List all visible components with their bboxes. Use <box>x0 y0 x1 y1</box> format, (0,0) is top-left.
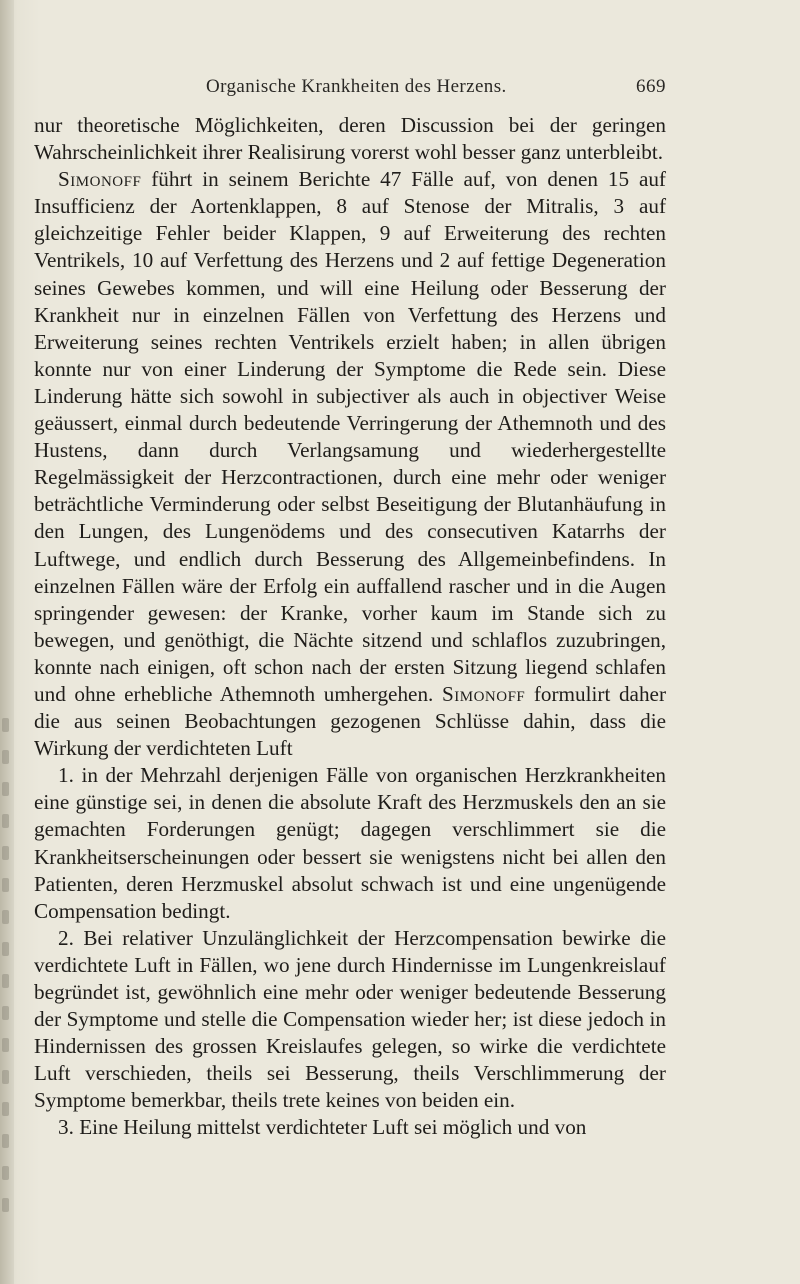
list-item-1: 1. in der Mehrzahl derjenigen Fälle von organischen Herzkrankheiten eine günstige sei, in denen die absolute Kraft des Herzmuskels den an sie gemachten Forderungen genügt; dagegen verschlimmert sie die Krankheitserscheinungen oder bessert sie wenigstens nicht bei allen den Patienten, deren Herzmuskel absolut schwach ist und eine ungenügende Compensation bedingt. <box>34 763 666 923</box>
gutter-mark <box>2 1134 9 1148</box>
gutter-mark <box>2 1198 9 1212</box>
gutter-mark <box>2 878 9 892</box>
gutter-mark <box>2 942 9 956</box>
gutter-mark <box>2 782 9 796</box>
gutter-mark <box>2 910 9 924</box>
author-name: Simonoff <box>58 167 142 192</box>
gutter-mark <box>2 1070 9 1084</box>
list-item-3: 3. Eine Heilung mittelst verdichteter Luft sei möglich und von <box>58 1115 587 1140</box>
gutter-mark <box>2 1102 9 1116</box>
gutter-mark <box>2 1166 9 1180</box>
gutter-mark <box>2 814 9 828</box>
author-name: Simonoff <box>441 681 526 706</box>
paragraph-simonoff-report <box>34 166 666 762</box>
gutter-mark <box>2 1038 9 1052</box>
body-text <box>34 112 666 1142</box>
gutter-marks <box>0 700 14 1260</box>
page-number: 669 <box>636 76 666 97</box>
gutter-mark <box>2 1006 9 1020</box>
running-title: Organische Krankheiten des Herzens. <box>206 76 507 97</box>
gutter-mark <box>2 718 9 732</box>
gutter-mark <box>2 974 9 988</box>
gutter-mark <box>2 750 9 764</box>
paragraph-text: führt in seinem Berichte 47 Fälle auf, von denen 15 auf Insufficienz der Aortenklappen, 8 auf Stenose der Mitralis, 3 auf gleichzeitige Fehler beider Klappen, 9 auf Erweiterung des rechten Ventrikels, 10 auf Verfettung des Herzens und 2 auf fettige Degeneration seines Gewebes kommen, und will eine Heilung oder Besserung der Krankheit nur in einzelnen Fällen von Verfettung des Herzens und Erweiterung seines rechten Ventrikels erzielt haben; in allen übrigen konnte nur von einer Linderung der Symptome die Rede sein. Diese Linderung hätte sich sowohl in subjectiver als auch in objectiver Weise geäussert, einmal durch bedeutende Verringerung der Athemnoth und des Hustens, dann durch Verlangsamung und wiederhergestellte Regelmässigkeit der Herzcontractionen, durch eine mehr oder weniger beträchtliche Verminderung oder selbst Beseitigung der Blutanhäufung in den Lungen, des Lungenödems und des consecutiven Katarrhs der Luftwege, und endlich durch Besserung des Allgemeinbefindens. In einzelnen Fällen wäre der Erfolg ein auffallend rascher und in die Augen springender gewesen: der Kranke, vorher kaum im Stande sich zu bewegen, und genöthigt, die Nächte sitzend und schlaflos zuzubringen, konnte nach einigen, oft schon nach der ersten Sitzung liegend schlafen und ohne erhebliche Athemnoth umhergehen. <box>34 167 666 706</box>
paragraph-continuation: nur theoretische Möglichkeiten, deren Discussion bei der geringen Wahrscheinlichkeit ihrer Realisirung vorerst wohl besser ganz unterbleibt. <box>34 113 666 165</box>
paragraph-text: formulirt daher die aus seinen Beobachtungen gezogenen Schlüsse dahin, dass die Wirkung der verdichteten Luft <box>34 681 666 761</box>
list-item-2: 2. Bei relativer Unzulänglichkeit der Herzcompensation bewirke die verdichtete Luft in Fällen, wo jene durch Hindernisse im Lungenkreislauf begründet ist, gewöhnlich eine mehr oder weniger bedeutende Besserung der Symptome und stelle die Compensation wieder her; ist diese jedoch in Hindernissen des grossen Kreislaufes gelegen, so wirke die verdichtete Luft verschieden, theils sei Besserung, theils Verschlimmerung der Symptome bemerkbar, theils trete keines von beiden ein. <box>34 925 666 1113</box>
gutter-mark <box>2 846 9 860</box>
page-header <box>34 70 666 100</box>
